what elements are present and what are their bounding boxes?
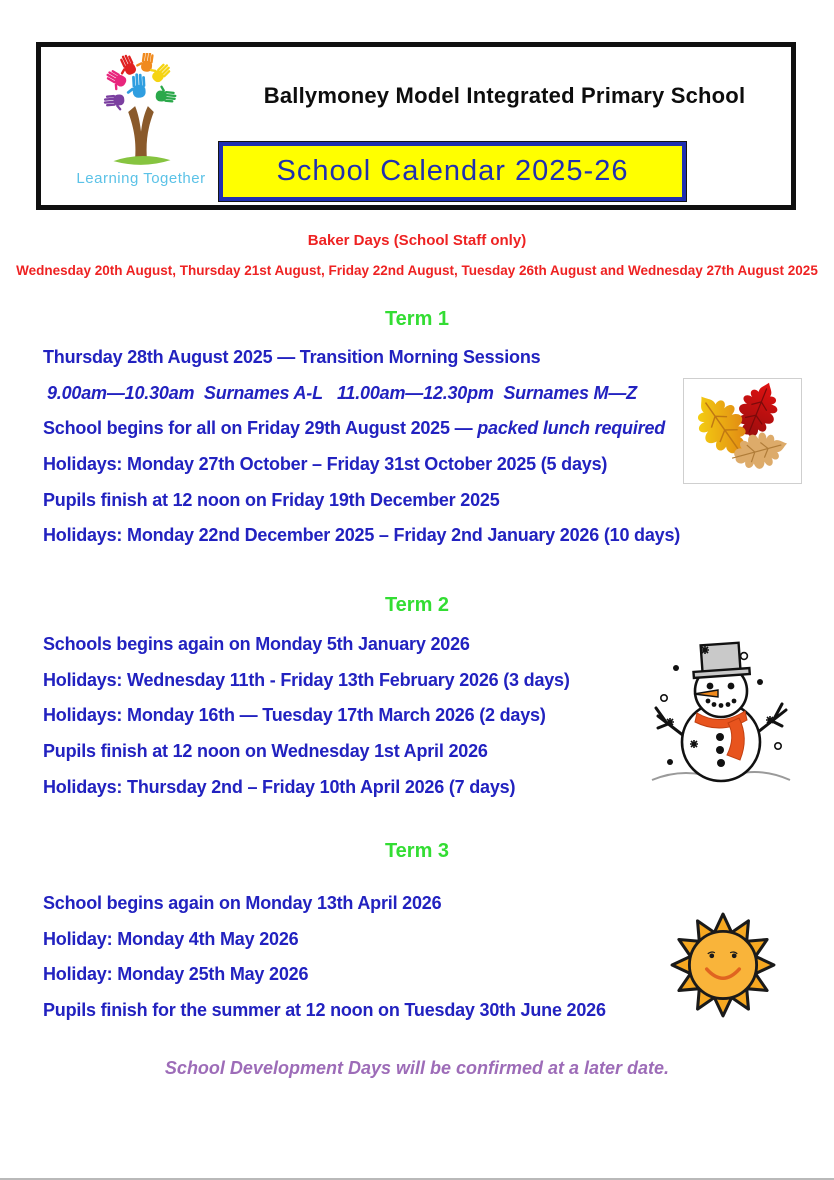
banner-title: School Calendar 2025-26 [276,155,629,187]
calendar-line: 9.00am—10.30am Surnames A-L 11.00am—12.30pm Surnames M—Z [47,382,637,403]
autumn-leaves-illustration [683,378,802,484]
calendar-line: Holiday: Monday 4th May 2026 [43,928,299,949]
calendar-line: Holidays: Thursday 2nd – Friday 10th April 2026 (7 days) [43,776,516,797]
calendar-line: School begins again on Monday 13th April 2026 [43,893,442,914]
calendar-line: Holidays: Monday 22nd December 2025 – Friday 2nd January 2026 (10 days) [43,525,681,546]
footer-note: School Development Days will be confirmed at a later date. [164,1058,670,1078]
calendar-line: Holidays: Monday 27th October – Friday 31st October 2025 (5 days) [43,454,608,475]
header-box [36,42,796,210]
calendar-line: Pupils finish at 12 noon on Wednesday 1st April 2026 [43,741,488,762]
calendar-title-banner [219,142,686,201]
term-1-section [43,340,794,554]
calendar-line: Schools begins again on Monday 5th January 2026 [43,634,470,655]
snowman-illustration [648,634,794,790]
baker-days-dates: Wednesday 20th August, Thursday 21st August, Friday 22nd August, Tuesday 26th August and Wednesday 27th August 2025 [16,263,818,278]
logo-caption: Learning Together [76,170,206,187]
calendar-line: Pupils finish at 12 noon on Friday 19th December 2025 [43,489,500,510]
calendar-line: Holidays: Wednesday 11th - Friday 13th February 2026 (3 days) [43,669,570,690]
term-2-title: Term 2 [384,594,450,616]
snowman-icon [648,634,794,790]
calendar-line: Holiday: Monday 25th May 2026 [43,964,309,985]
smiling-sun-icon [660,910,786,1022]
baker-days-heading: Baker Days (School Staff only) [307,232,527,249]
hands-tree-logo-icon [85,53,197,169]
school-name-title: Ballymoney Model Integrated Primary School [263,83,746,108]
sun-illustration [660,910,786,1022]
school-logo [57,53,225,187]
term-1-title: Term 1 [384,308,450,330]
calendar-line: School begins for all on Friday 29th August 2025 — packed lunch required [43,418,666,439]
calendar-line: Holidays: Monday 16th — Tuesday 17th March 2026 (2 days) [43,705,546,726]
calendar-line: Thursday 28th August 2025 — Transition Morning Sessions [43,347,541,368]
autumn-leaves-icon [684,379,799,481]
calendar-line: Pupils finish for the summer at 12 noon on Tuesday 30th June 2026 [43,1000,606,1021]
term-3-title: Term 3 [384,840,450,862]
